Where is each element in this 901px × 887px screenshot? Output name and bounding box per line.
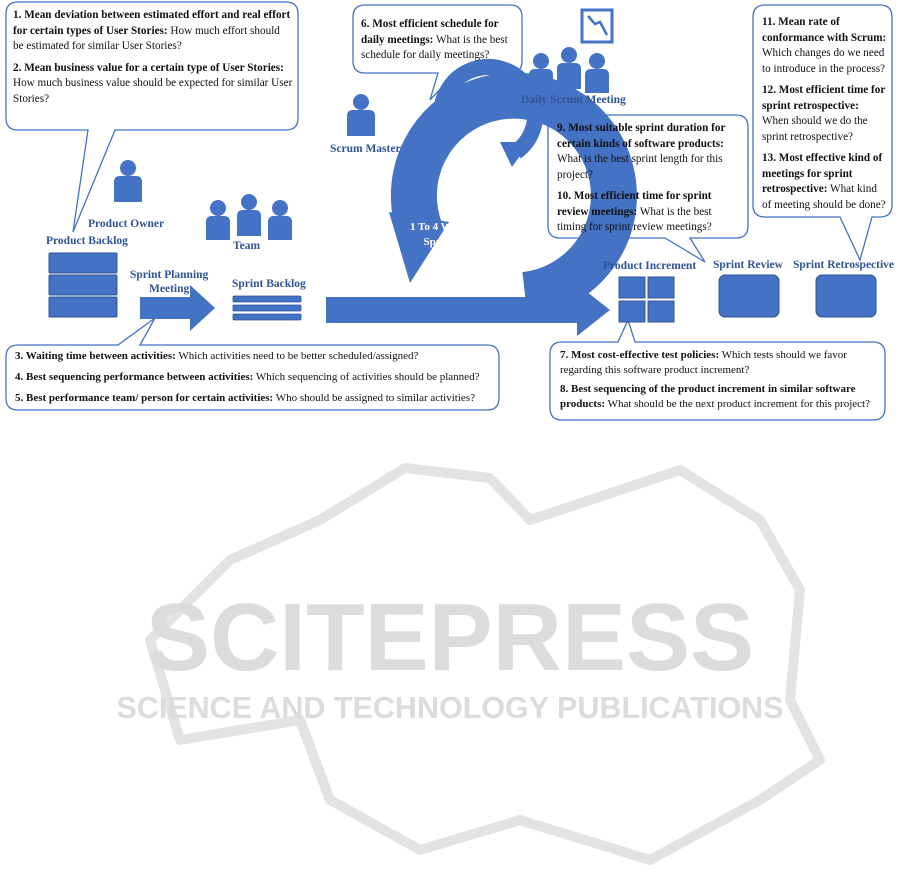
team-label: Team xyxy=(233,240,261,252)
question-9: 9. Most suitable sprint duration for certain kinds of software products: What is the best sprint length for this project? xyxy=(557,122,726,181)
bubble-q6-text xyxy=(361,17,519,70)
question-10: 10. Most efficient time for sprint review meetings: What is the best timing for sprint review meetings? xyxy=(557,190,712,233)
sprint-backlog-stack xyxy=(233,296,301,320)
daily-scrum-person-icon xyxy=(585,53,609,93)
question-4: 4. Best sequencing performance between activities: Which sequencing of activities should be planned? xyxy=(15,371,480,383)
scrum-master-label: Scrum Master xyxy=(330,143,401,155)
team-person-icon xyxy=(237,194,261,236)
sprint-retrospective-label: Sprint Retrospective xyxy=(793,259,895,271)
bubble-q11-q13-text xyxy=(762,15,888,219)
question-2: 2. Mean business value for a certain type of User Stories: How much business value should be expected for similar User Stories? xyxy=(13,61,293,105)
question-3: 3. Waiting time between activities: Which activities need to be better scheduled/assigned? xyxy=(15,350,419,362)
sprint-planning-label: Sprint Planning Meeting xyxy=(130,269,209,295)
scrum-master-person-icon xyxy=(347,94,375,136)
team-person-icon xyxy=(206,200,230,240)
sprint-review-box xyxy=(719,275,779,317)
question-5: 5. Best performance team/ person for certain activities: Who should be assigned to similar activities? xyxy=(15,392,475,404)
product-increment-label: Product Increment xyxy=(603,260,697,272)
daily-scrum-person-icon xyxy=(529,53,553,93)
sprint-review-label: Sprint Review xyxy=(713,259,783,271)
question-12: 12. Most efficient time for sprint retrospective: When should we do the sprint retrospective? xyxy=(762,84,886,143)
sprint-retrospective-box xyxy=(816,275,876,317)
sprint-duration-label: 1 To 4 Week Sprint xyxy=(410,221,467,248)
question-1: 1. Mean deviation between estimated effort and real effort for certain types of User Stories: How much effort should be estimated for similar User Stories? xyxy=(13,9,291,52)
daily-scrum-label: Daily Scrum Meeting xyxy=(521,94,626,106)
bubble-q9-q10-text xyxy=(557,121,742,242)
chart-icon xyxy=(582,10,612,42)
watermark-subtitle: SCIENCE AND TECHNOLOGY PUBLICATIONS xyxy=(116,691,784,725)
team-person-icon xyxy=(268,200,292,240)
bubble-q7-q8-text xyxy=(560,348,880,412)
bubble-q3-q5-text xyxy=(15,348,497,407)
watermark xyxy=(116,468,820,860)
watermark-title: SCITEPRESS xyxy=(145,584,755,691)
question-8: 8. Best sequencing of the product increment in similar software products: What should be the next product increment for this project? xyxy=(560,383,870,410)
bubble-q1-q2-text xyxy=(13,8,293,113)
sprint-backlog-label: Sprint Backlog xyxy=(232,278,306,290)
question-6: 6. Most efficient schedule for daily meetings: What is the best schedule for daily meetings? xyxy=(361,18,508,61)
product-owner-person-icon xyxy=(114,160,142,202)
product-owner-label: Product Owner xyxy=(88,218,165,230)
question-11: 11. Mean rate of conformance with Scrum: Which changes do we need to introduce in the process? xyxy=(762,16,887,75)
daily-scrum-person-icon xyxy=(557,47,581,89)
product-backlog-stack xyxy=(49,253,117,317)
product-increment-blocks xyxy=(619,277,674,322)
product-backlog-label: Product Backlog xyxy=(46,235,128,247)
question-7: 7. Most cost-effective test policies: Which tests should we favor regarding this software product increment? xyxy=(560,349,847,376)
question-13: 13. Most effective kind of meetings for sprint retrospective: What kind of meeting should be done? xyxy=(762,152,886,211)
